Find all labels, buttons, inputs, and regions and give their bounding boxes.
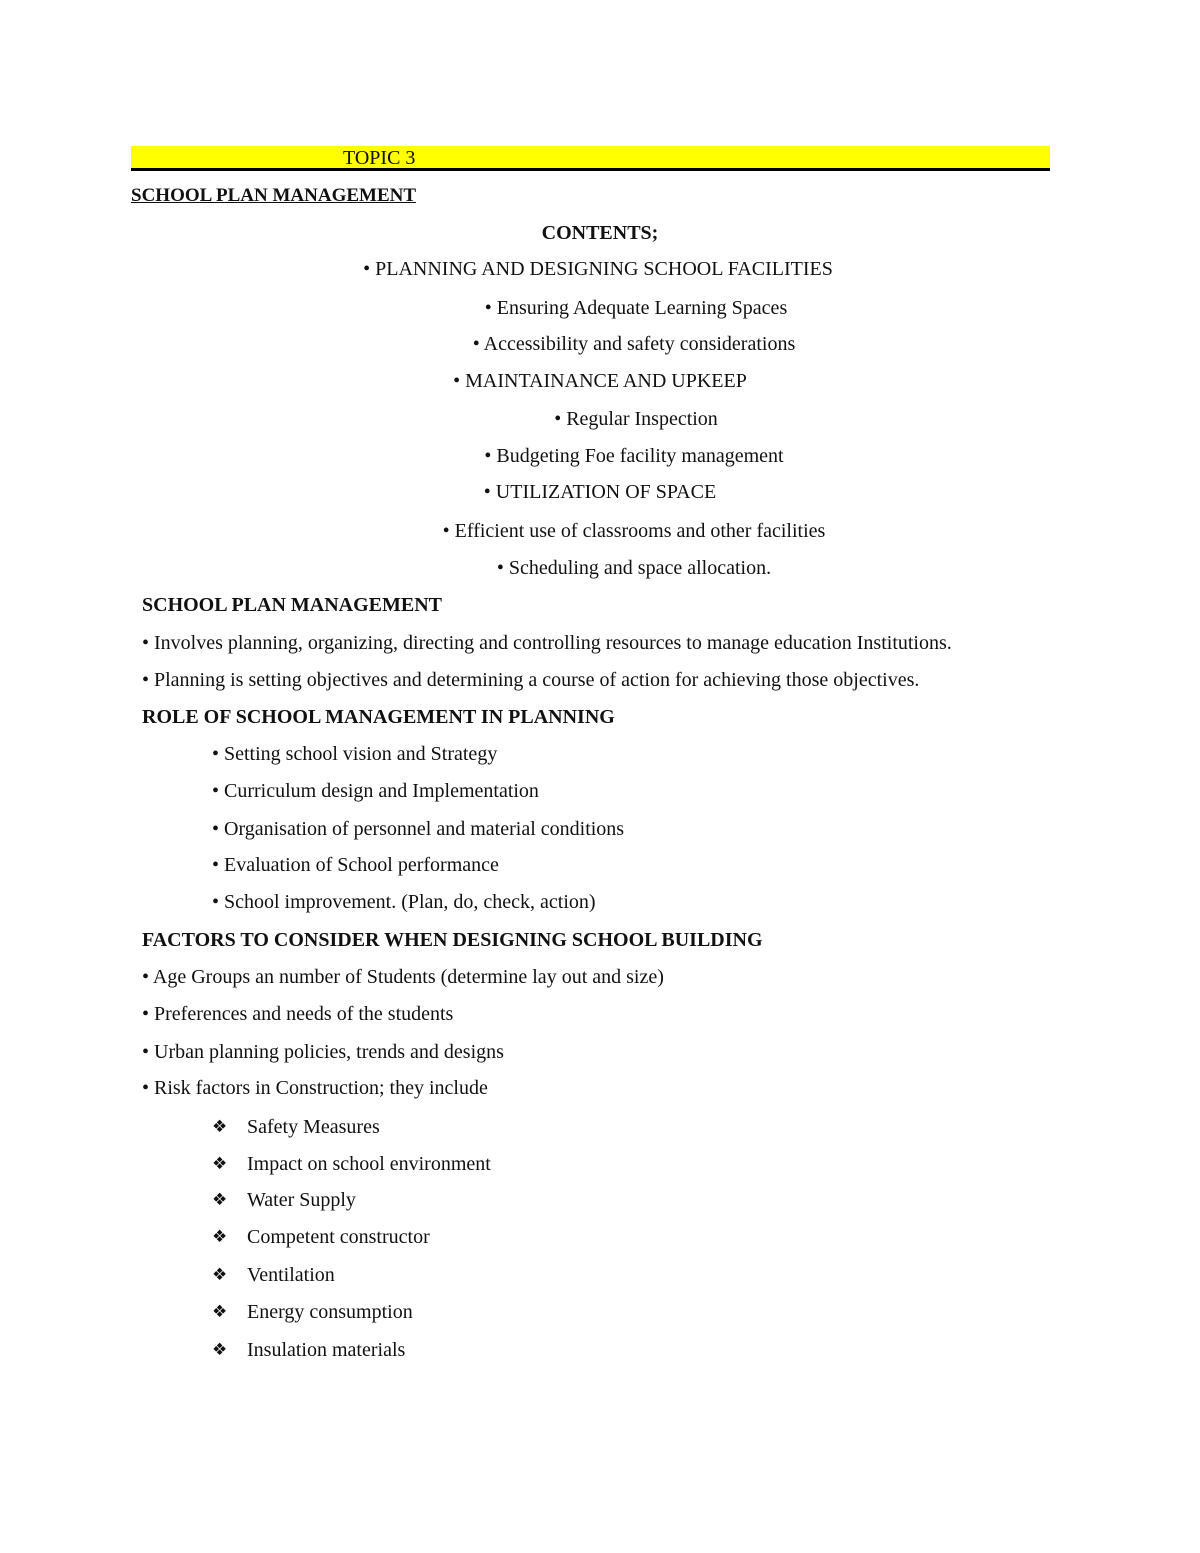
- section-item: • Curriculum design and Implementation: [212, 780, 539, 802]
- diamond-bullet-icon: ❖: [212, 1117, 228, 1137]
- section-item: • Planning is setting objectives and determining a course of action for achieving those objectives.: [142, 669, 920, 691]
- section-heading: ROLE OF SCHOOL MANAGEMENT IN PLANNING: [142, 706, 615, 728]
- sub-item: Ventilation: [247, 1264, 335, 1286]
- contents-item: • MAINTAINANCE AND UPKEEP: [453, 370, 747, 392]
- section-item: • Organisation of personnel and material conditions: [212, 818, 625, 840]
- diamond-bullet-icon: ❖: [212, 1265, 228, 1285]
- sub-item: Insulation materials: [247, 1339, 406, 1361]
- contents-heading: CONTENTS;: [541, 222, 659, 244]
- contents-item: • Ensuring Adequate Learning Spaces: [484, 297, 788, 319]
- sub-item: Energy consumption: [247, 1301, 413, 1323]
- topic-label: TOPIC 3: [343, 147, 416, 169]
- diamond-bullet-icon: ❖: [212, 1302, 228, 1322]
- section-item: • Involves planning, organizing, directing and controlling resources to manage education Institutions.: [142, 632, 952, 654]
- contents-item: • Budgeting Foe facility management: [484, 445, 784, 467]
- section-item: • Evaluation of School performance: [212, 854, 499, 876]
- contents-item: • Efficient use of classrooms and other facilities: [442, 520, 826, 542]
- contents-item: • PLANNING AND DESIGNING SCHOOL FACILITIES: [363, 258, 833, 280]
- section-item: • Age Groups an number of Students (determine lay out and size): [142, 966, 664, 988]
- section-heading: FACTORS TO CONSIDER WHEN DESIGNING SCHOOL BUILDING: [142, 929, 763, 951]
- section-item: • Setting school vision and Strategy: [212, 743, 498, 765]
- sub-item: Water Supply: [247, 1189, 356, 1211]
- section-item: • School improvement. (Plan, do, check, action): [212, 891, 596, 913]
- contents-item: • Accessibility and safety considerations: [472, 333, 796, 355]
- diamond-bullet-icon: ❖: [212, 1190, 228, 1210]
- section-item: • Urban planning policies, trends and designs: [142, 1041, 504, 1063]
- section-item: • Preferences and needs of the students: [142, 1003, 454, 1025]
- contents-item: • Regular Inspection: [554, 408, 718, 430]
- contents-item: • Scheduling and space allocation.: [496, 557, 772, 579]
- contents-item: • UTILIZATION OF SPACE: [483, 481, 717, 503]
- section-item: • Risk factors in Construction; they include: [142, 1077, 488, 1099]
- sub-item: Impact on school environment: [247, 1153, 491, 1175]
- sub-item: Safety Measures: [247, 1116, 380, 1138]
- sub-item: Competent constructor: [247, 1226, 430, 1248]
- topic-highlight-bar: [131, 146, 1050, 171]
- diamond-bullet-icon: ❖: [212, 1154, 228, 1174]
- section-heading: SCHOOL PLAN MANAGEMENT: [142, 594, 443, 616]
- diamond-bullet-icon: ❖: [212, 1340, 228, 1360]
- document-title: SCHOOL PLAN MANAGEMENT: [131, 185, 417, 206]
- diamond-bullet-icon: ❖: [212, 1227, 228, 1247]
